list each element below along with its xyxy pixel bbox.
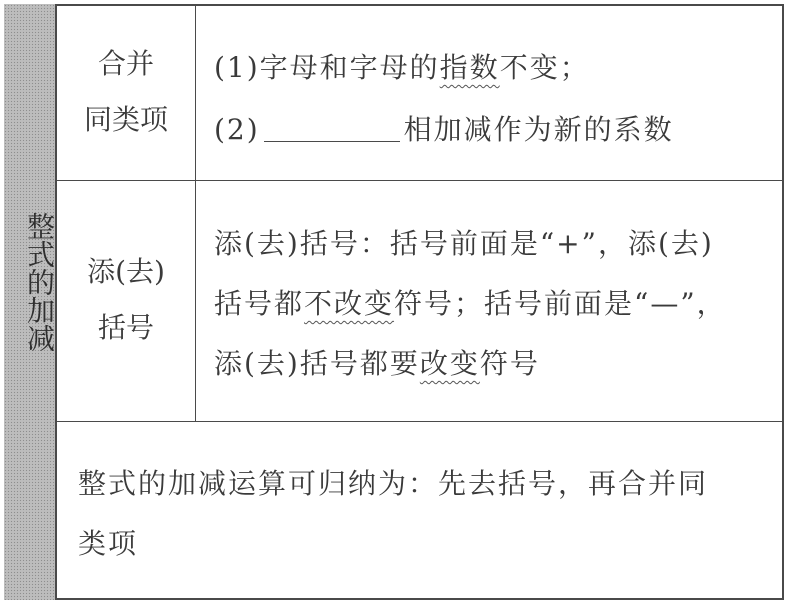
rule-line: [214, 342, 540, 382]
category-brackets: [57, 244, 195, 356]
rule-text: 符号；括号前面是“—”，: [394, 287, 727, 320]
rule-text: 添(去)括号：括号前面是“+”，添(去): [214, 227, 714, 260]
rule-text: 符号: [479, 347, 540, 380]
row-divider-2: [57, 421, 784, 422]
rule-text: 括号都: [214, 287, 305, 320]
emphasized-text: 不改变: [304, 287, 395, 320]
rule-text: 不变；: [499, 51, 590, 84]
row-divider-1: [57, 180, 784, 181]
rule-text: (1)字母和字母的: [214, 51, 440, 84]
rule-line: [214, 282, 727, 322]
category-label-line: 合并: [97, 47, 154, 80]
emphasized-text: 改变: [419, 347, 480, 380]
fill-in-blank[interactable]: [264, 113, 400, 142]
rule-line: [214, 108, 674, 148]
column-divider: [195, 4, 196, 422]
summary-line: 类项: [78, 527, 139, 560]
category-label-line: 括号: [97, 311, 154, 344]
side-header-label: 整式的加减: [23, 212, 56, 352]
category-label-line: 同类项: [83, 103, 168, 136]
rule-line: [214, 222, 714, 262]
rule-text: 添(去)括号都要: [214, 347, 420, 380]
summary-line: 整式的加减运算可归纳为：先去括号，再合并同: [78, 467, 709, 500]
emphasized-text: 指数: [439, 51, 500, 84]
rule-line: [214, 46, 590, 86]
category-merge-like-terms: [57, 36, 195, 148]
rule-text: 相加减作为新的系数: [403, 113, 674, 146]
rule-text: (2): [214, 113, 260, 146]
category-label-line: 添(去): [87, 255, 165, 288]
